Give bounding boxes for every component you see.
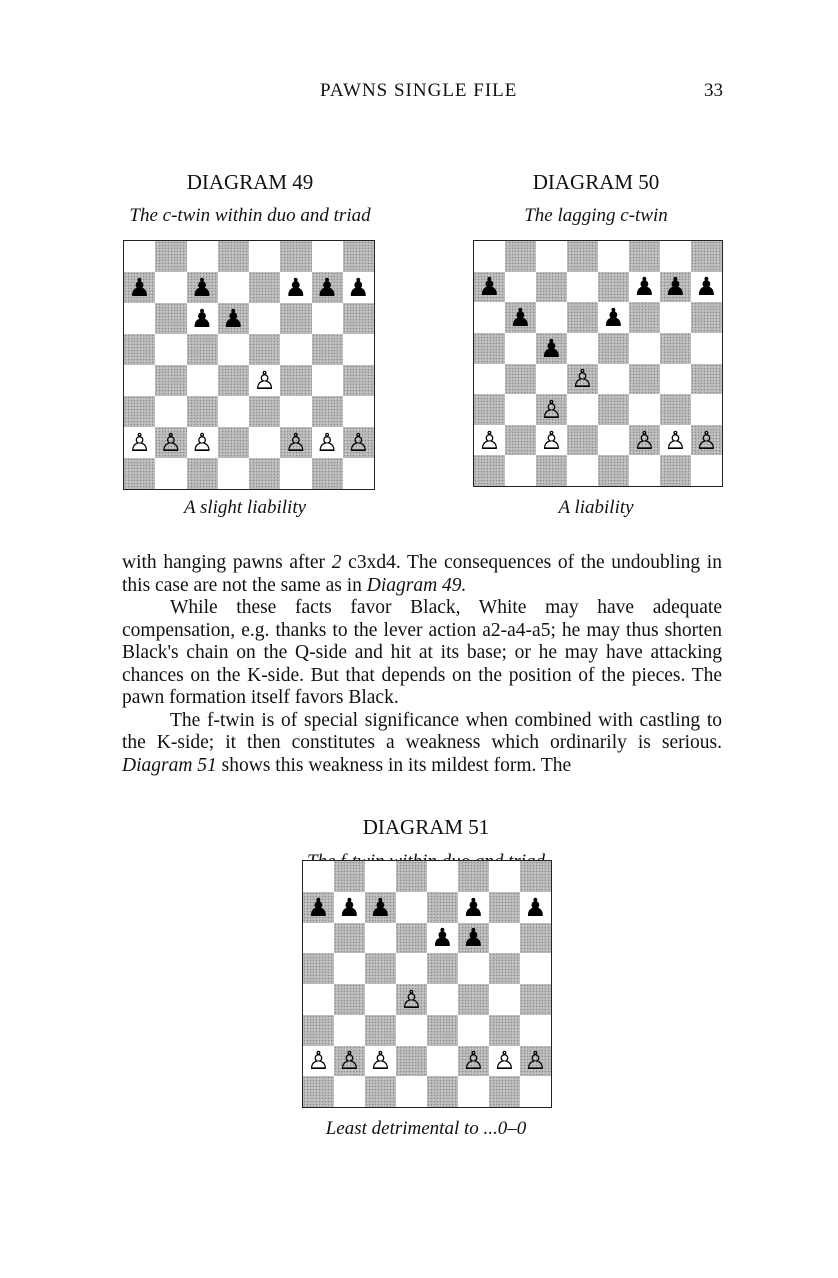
board-square <box>505 302 536 333</box>
black-pawn-icon: ♟ <box>315 273 339 302</box>
board-square <box>343 396 374 427</box>
black-pawn-icon: ♟ <box>695 272 718 302</box>
board-square <box>155 427 186 458</box>
board-square <box>249 241 280 272</box>
board-square <box>598 364 629 395</box>
board-square <box>474 425 505 456</box>
board-square <box>365 1076 396 1107</box>
board-square <box>691 455 722 486</box>
board-square <box>124 458 155 489</box>
board-square <box>505 364 536 395</box>
board-square <box>629 455 660 486</box>
diagram-51-title: DIAGRAM 51 <box>362 815 490 839</box>
board-square <box>505 394 536 425</box>
board-square <box>124 272 155 303</box>
board-square <box>334 861 365 892</box>
board-square <box>124 334 155 365</box>
board-square <box>458 892 489 923</box>
board-square <box>489 892 520 923</box>
white-pawn-icon: ♙ <box>284 428 308 457</box>
white-pawn-icon: ♙ <box>478 425 501 455</box>
board-square <box>489 984 520 1015</box>
board-square <box>489 923 520 954</box>
board-square <box>691 241 722 272</box>
white-pawn-icon: ♙ <box>190 428 214 457</box>
board-square <box>312 303 343 334</box>
board-square <box>660 425 691 456</box>
diagram-50-caption: A liability <box>558 497 634 518</box>
board-square <box>187 334 218 365</box>
board-square <box>249 427 280 458</box>
board-square <box>427 923 458 954</box>
board-square <box>334 984 365 1015</box>
board-square <box>458 1076 489 1107</box>
board-square <box>474 241 505 272</box>
board-square <box>343 272 374 303</box>
board-square <box>660 364 691 395</box>
board-square <box>427 953 458 984</box>
board-square <box>280 396 311 427</box>
board-square <box>629 241 660 272</box>
diagram-51-caption: Least detrimental to ...0–0 <box>325 1118 527 1139</box>
board-square <box>660 394 691 425</box>
diagram-50-title: DIAGRAM 50 <box>532 170 660 194</box>
black-pawn-icon: ♟ <box>431 923 454 953</box>
board-square <box>124 396 155 427</box>
board-square <box>187 303 218 334</box>
board-square <box>343 303 374 334</box>
board-square <box>458 923 489 954</box>
board-square <box>691 364 722 395</box>
board-square <box>505 425 536 456</box>
board-square <box>249 365 280 396</box>
board-square <box>187 365 218 396</box>
board-square <box>365 923 396 954</box>
white-pawn-icon: ♙ <box>664 425 687 455</box>
board-square <box>520 923 551 954</box>
board-square <box>474 364 505 395</box>
page-number: 33 <box>704 80 723 101</box>
board-square <box>520 1015 551 1046</box>
board-square <box>365 892 396 923</box>
board-square <box>124 303 155 334</box>
board-square <box>155 334 186 365</box>
board-square <box>474 333 505 364</box>
white-pawn-icon: ♙ <box>315 428 339 457</box>
board-square <box>489 1015 520 1046</box>
board-square <box>312 365 343 396</box>
board-square <box>427 892 458 923</box>
board-square <box>489 1076 520 1107</box>
body-text <box>122 552 722 777</box>
white-pawn-icon: ♙ <box>338 1046 361 1076</box>
board-square <box>520 984 551 1015</box>
board-square <box>505 272 536 303</box>
board-square <box>187 241 218 272</box>
black-pawn-icon: ♟ <box>222 304 245 333</box>
board-square <box>249 272 280 303</box>
black-pawn-icon: ♟ <box>307 892 330 922</box>
board-square <box>629 333 660 364</box>
board-square <box>396 1015 427 1046</box>
black-pawn-icon: ♟ <box>478 272 501 302</box>
board-square <box>629 425 660 456</box>
board-square <box>427 861 458 892</box>
board-square <box>458 984 489 1015</box>
board-square <box>691 302 722 333</box>
board-square <box>396 1046 427 1077</box>
white-pawn-icon: ♙ <box>540 425 563 455</box>
diagram-50-board <box>473 240 723 487</box>
board-square <box>536 333 567 364</box>
white-pawn-icon: ♙ <box>695 425 718 455</box>
board-square <box>567 241 598 272</box>
black-pawn-icon: ♟ <box>633 272 656 302</box>
board-square <box>312 272 343 303</box>
board-square <box>312 458 343 489</box>
black-pawn-icon: ♟ <box>462 923 485 953</box>
board-square <box>396 1076 427 1107</box>
board-square <box>334 923 365 954</box>
board-square <box>218 396 249 427</box>
board-square <box>343 241 374 272</box>
p3-diagram-ref: Diagram 51 <box>122 754 217 776</box>
board-square <box>280 334 311 365</box>
board-square <box>536 364 567 395</box>
board-square <box>567 455 598 486</box>
board-square <box>280 272 311 303</box>
black-pawn-icon: ♟ <box>602 303 625 333</box>
board-square <box>629 364 660 395</box>
board-square <box>343 365 374 396</box>
board-square <box>520 892 551 923</box>
board-square <box>660 302 691 333</box>
board-square <box>396 892 427 923</box>
white-pawn-icon: ♙ <box>524 1046 547 1076</box>
board-square <box>303 1015 334 1046</box>
board-square <box>334 1015 365 1046</box>
board-square <box>660 333 691 364</box>
board-square <box>427 1076 458 1107</box>
board-square <box>187 396 218 427</box>
board-square <box>660 241 691 272</box>
paragraph-2: While these facts favor Black, White may have adequate compensation, e.g. thanks to the lever action a2-a4-a5; he may thus shorten Black's chain on the Q-side and hit at its base; or he may have attacking chances on the K-side. But that depends on the position of the pieces. The pawn formation itself favors Black. <box>122 597 722 708</box>
board-square <box>249 334 280 365</box>
board-square <box>458 953 489 984</box>
board-square <box>155 272 186 303</box>
board-square <box>280 365 311 396</box>
white-pawn-icon: ♙ <box>540 394 563 424</box>
white-pawn-icon: ♙ <box>159 428 183 457</box>
board-square <box>218 272 249 303</box>
diagram-49-subtitle: The c-twin within duo and triad <box>129 205 371 226</box>
board-square <box>598 241 629 272</box>
white-pawn-icon: ♙ <box>253 366 276 395</box>
p1-diagram-ref: Diagram 49. <box>366 574 467 596</box>
white-pawn-icon: ♙ <box>493 1046 516 1076</box>
p1-text-c: c3xd4. The consequences of the undoubling in this case are not the same as in <box>122 552 722 596</box>
board-square <box>520 861 551 892</box>
p3-text-c: shows this weakness in its mildest form. The <box>216 754 572 776</box>
board-square <box>249 396 280 427</box>
board-square <box>124 365 155 396</box>
board-square <box>303 953 334 984</box>
board-square <box>187 272 218 303</box>
board-square <box>536 394 567 425</box>
board-square <box>334 953 365 984</box>
board-square <box>691 333 722 364</box>
board-square <box>598 333 629 364</box>
black-pawn-icon: ♟ <box>369 892 392 922</box>
board-square <box>427 984 458 1015</box>
board-square <box>280 427 311 458</box>
board-square <box>505 333 536 364</box>
board-square <box>598 302 629 333</box>
board-square <box>629 302 660 333</box>
board-square <box>489 861 520 892</box>
board-square <box>187 458 218 489</box>
board-square <box>474 394 505 425</box>
board-square <box>218 303 249 334</box>
board-square <box>124 427 155 458</box>
board-square <box>343 458 374 489</box>
white-pawn-icon: ♙ <box>369 1046 392 1076</box>
board-square <box>312 396 343 427</box>
diagram-51-board <box>302 860 552 1108</box>
board-square <box>280 241 311 272</box>
black-pawn-icon: ♟ <box>540 333 563 363</box>
board-square <box>187 427 218 458</box>
white-pawn-icon: ♙ <box>633 425 656 455</box>
diagram-49-caption: A slight liability <box>183 497 307 518</box>
board-square <box>249 303 280 334</box>
board-square <box>520 1076 551 1107</box>
board-square <box>427 1015 458 1046</box>
board-square <box>396 953 427 984</box>
board-square <box>598 272 629 303</box>
board-square <box>155 365 186 396</box>
black-pawn-icon: ♟ <box>509 303 532 333</box>
black-pawn-icon: ♟ <box>462 892 485 922</box>
board-square <box>660 272 691 303</box>
board-square <box>312 427 343 458</box>
board-square <box>365 984 396 1015</box>
p1-move-number: 2 <box>331 552 342 573</box>
board-square <box>218 458 249 489</box>
white-pawn-icon: ♙ <box>307 1046 330 1076</box>
board-square <box>365 861 396 892</box>
black-pawn-icon: ♟ <box>284 273 308 302</box>
board-square <box>312 241 343 272</box>
paragraph-3 <box>122 710 722 778</box>
board-square <box>536 241 567 272</box>
board-square <box>396 861 427 892</box>
board-square <box>303 984 334 1015</box>
board-square <box>567 333 598 364</box>
black-pawn-icon: ♟ <box>338 892 361 922</box>
board-square <box>365 1015 396 1046</box>
board-square <box>598 425 629 456</box>
board-square <box>567 302 598 333</box>
board-square <box>567 394 598 425</box>
board-square <box>567 364 598 395</box>
black-pawn-icon: ♟ <box>190 273 214 302</box>
board-square <box>155 303 186 334</box>
board-square <box>280 458 311 489</box>
black-pawn-icon: ♟ <box>128 273 151 302</box>
board-square <box>660 455 691 486</box>
board-square <box>567 425 598 456</box>
board-square <box>218 365 249 396</box>
board-square <box>536 302 567 333</box>
board-square <box>505 241 536 272</box>
board-square <box>536 425 567 456</box>
board-square <box>396 923 427 954</box>
board-square <box>629 272 660 303</box>
white-pawn-icon: ♙ <box>571 364 594 394</box>
board-square <box>218 241 249 272</box>
p3-text-a: The f-twin is of special significance when combined with castling to the K-side; it then constitutes a weakness which ordinarily is serious. <box>122 709 722 753</box>
board-square <box>365 953 396 984</box>
diagram-49-title: DIAGRAM 49 <box>186 170 314 194</box>
board-square <box>567 272 598 303</box>
board-square <box>334 1046 365 1077</box>
board-square <box>458 861 489 892</box>
board-square <box>312 334 343 365</box>
black-pawn-icon: ♟ <box>347 273 370 302</box>
board-square <box>505 455 536 486</box>
board-square <box>458 1015 489 1046</box>
diagram-50-subtitle: The lagging c-twin <box>524 205 668 226</box>
board-square <box>691 394 722 425</box>
diagram-49-board <box>123 240 375 490</box>
board-square <box>155 396 186 427</box>
board-square <box>520 1046 551 1077</box>
board-square <box>536 455 567 486</box>
board-square <box>427 1046 458 1077</box>
board-square <box>598 394 629 425</box>
black-pawn-icon: ♟ <box>524 892 547 922</box>
board-square <box>343 334 374 365</box>
board-square <box>474 455 505 486</box>
black-pawn-icon: ♟ <box>664 272 687 302</box>
board-square <box>489 1046 520 1077</box>
board-square <box>629 394 660 425</box>
running-head: PAWNS SINGLE FILE <box>320 80 518 101</box>
p1-text-a: with hanging pawns after <box>122 552 332 573</box>
white-pawn-icon: ♙ <box>347 428 370 457</box>
board-square <box>218 334 249 365</box>
board-square <box>365 1046 396 1077</box>
board-square <box>520 953 551 984</box>
board-square <box>249 458 280 489</box>
board-square <box>303 923 334 954</box>
board-square <box>303 892 334 923</box>
board-square <box>396 984 427 1015</box>
board-square <box>536 272 567 303</box>
white-pawn-icon: ♙ <box>128 428 151 457</box>
paragraph-1 <box>122 552 722 597</box>
board-square <box>155 241 186 272</box>
board-square <box>334 1076 365 1107</box>
board-square <box>303 1046 334 1077</box>
board-square <box>124 241 155 272</box>
board-square <box>280 303 311 334</box>
board-square <box>334 892 365 923</box>
board-square <box>474 272 505 303</box>
board-square <box>155 458 186 489</box>
board-square <box>303 861 334 892</box>
board-square <box>458 1046 489 1077</box>
board-square <box>303 1076 334 1107</box>
white-pawn-icon: ♙ <box>400 984 423 1014</box>
white-pawn-icon: ♙ <box>462 1046 485 1076</box>
board-square <box>343 427 374 458</box>
board-square <box>218 427 249 458</box>
board-square <box>598 455 629 486</box>
board-square <box>691 272 722 303</box>
black-pawn-icon: ♟ <box>190 304 214 333</box>
board-square <box>691 425 722 456</box>
board-square <box>474 302 505 333</box>
board-square <box>489 953 520 984</box>
